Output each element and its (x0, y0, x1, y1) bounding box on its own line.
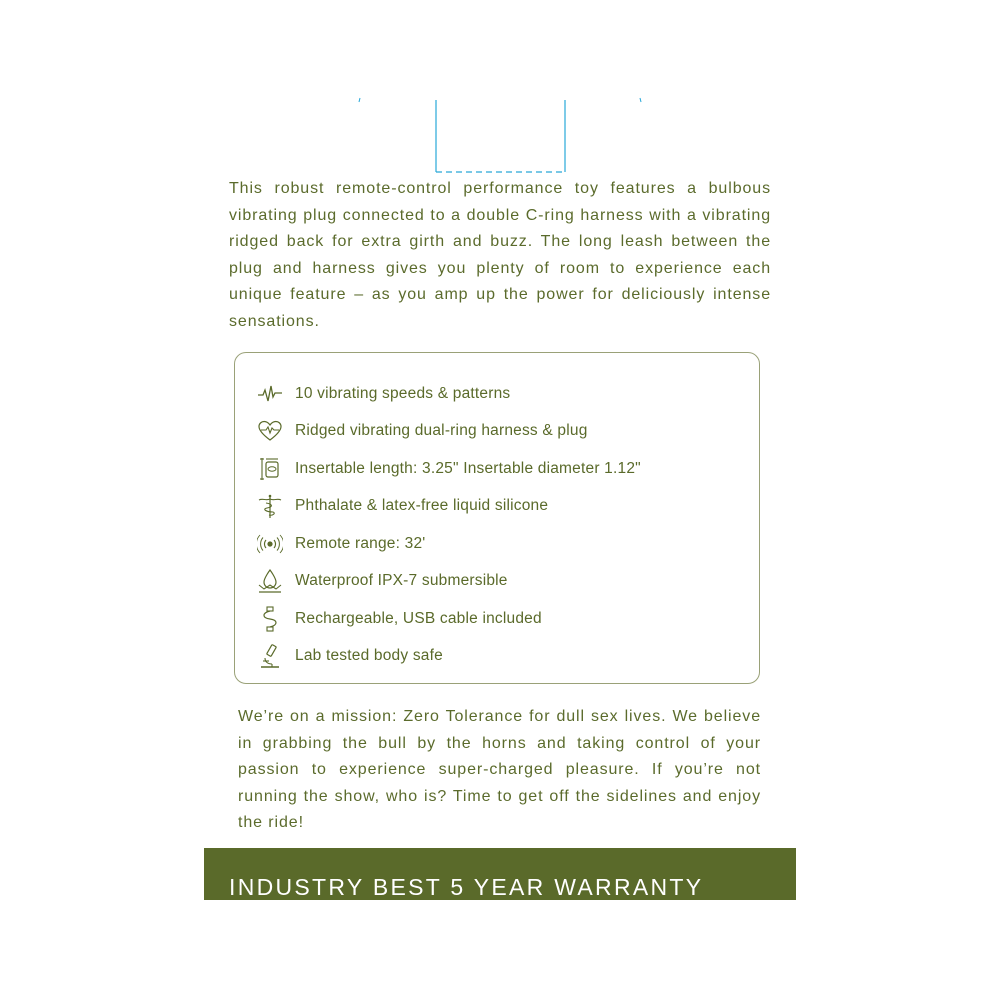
feature-item (255, 600, 745, 638)
feature-label: Waterproof IPX-7 submersible (295, 572, 508, 590)
feature-item (255, 525, 745, 563)
heart-pulse-icon (255, 417, 285, 445)
feature-item (255, 375, 745, 413)
microscope-icon (255, 642, 285, 670)
mission-statement: We’re on a mission: Zero Tolerance for dull sex lives. We believe in grabbing the bull by the horns and taking control of your passion to experience super-charged pleasure. If you’re not running the show, who is? Time to get off the sidelines and enjoy the ride! (238, 708, 761, 831)
packaging-dieline (204, 90, 796, 180)
water-drop-icon (255, 567, 285, 595)
feature-item (255, 638, 745, 676)
waveform-icon (255, 380, 285, 408)
usb-cable-icon (255, 605, 285, 633)
feature-item (255, 488, 745, 526)
feature-label: Remote range: 32' (295, 534, 426, 552)
feature-item (255, 450, 745, 488)
product-description: This robust remote-control performance toy features a bulbous vibrating plug connected to a double C-ring harness with a vibrating ridged back for extra girth and buzz. The long leash between the plug and harness gives you plenty of room to experience each unique feature – as you amp up the power for deliciously intense sensations. (229, 180, 771, 330)
caduceus-icon (255, 492, 285, 520)
warranty-text: INDUSTRY BEST 5 YEAR WARRANTY (229, 874, 704, 900)
feature-label: Lab tested body safe (295, 647, 443, 665)
warranty-banner (204, 848, 796, 900)
feature-label: Rechargeable, USB cable included (295, 609, 542, 627)
product-page (204, 90, 796, 900)
feature-label: Ridged vibrating dual-ring harness & plug (295, 422, 588, 440)
feature-item (255, 563, 745, 601)
feature-list (255, 375, 745, 675)
features-box (234, 352, 760, 684)
feature-label: Insertable length: 3.25" Insertable diameter 1.12" (295, 459, 641, 477)
feature-label: 10 vibrating speeds & patterns (295, 384, 511, 402)
feature-label: Phthalate & latex-free liquid silicone (295, 497, 549, 515)
ruler-cylinder-icon (255, 455, 285, 483)
wireless-signal-icon (255, 530, 285, 558)
feature-item (255, 413, 745, 451)
